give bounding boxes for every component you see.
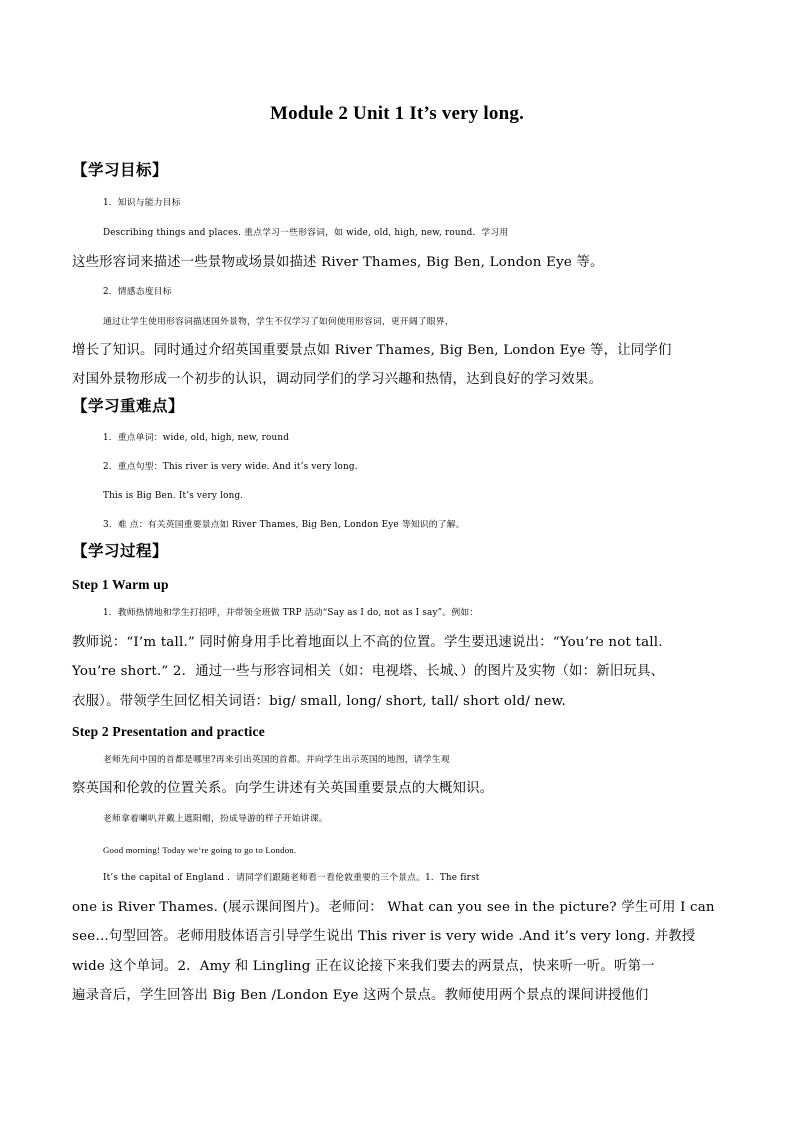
key-points-line: 1．重点单词：wide, old, high, new, round: [103, 433, 290, 443]
section-heading-process: 【学习过程】: [72, 541, 169, 560]
key-points-line: This is Big Ben. It’s very long.: [103, 491, 244, 501]
paragraph-line: 通过让学生使用形容词描述国外景物，学生不仅学习了如何使用形容词，更开阔了眼界，: [103, 317, 454, 327]
key-points-line: 2．重点句型：This river is very wide. And it’s very long.: [103, 462, 358, 472]
paragraph-line: 1．教师热情地和学生打招呼，并带领全班做 TRP 活动“Say as I do, not as I say”。例如：: [103, 608, 479, 618]
paragraph-line: 这些形容词来描述一些景物或场景如描述 River Thames, Big Ben, London Eye 等。: [72, 255, 604, 270]
paragraph-line: 衣服）。带领学生回忆相关词语：big/ small, long/ short, tall/ short old/ new.: [72, 694, 567, 709]
paragraph-line: 教师说：“I’m tall.” 同时俯身用手比着地面以上不高的位置。学生要迅速说出：“You’re not tall.: [72, 635, 663, 650]
paragraph-line: 老师先问中国的首都是哪里?再来引出英国的首都。并向学生出示英国的地图，请学生观: [103, 755, 450, 765]
key-points-line: 3．难 点：有关英国重要景点如 River Thames, Big Ben, London Eye 等知识的了解。: [103, 520, 465, 530]
step-1-title: Step 1 Warm up: [72, 577, 169, 592]
paragraph-line: see…句型回答。老师用肢体语言引导学生说出 This river is very wide .And it’s very long. 并教授: [72, 929, 696, 944]
paragraph-line: Describing things and places. 重点学习一些形容词，如 wide, old, high, new, round．学习用: [103, 228, 509, 238]
section-heading-objectives: 【学习目标】: [72, 160, 169, 179]
paragraph-line: wide 这个单词。2．Amy 和 Lingling 正在议论接下来我们要去的两景点，快来听一听。听第一: [72, 959, 655, 974]
paragraph-line: 察英国和伦敦的位置关系。向学生讲述有关英国重要景点的大概知识。: [72, 781, 494, 796]
step-2-title: Step 2 Presentation and practice: [72, 724, 265, 739]
objective-1-label: 1．知识与能力目标: [103, 198, 181, 208]
paragraph-line: one is River Thames. (展示课间图片)。老师问： What can you see in the picture? 学生可用 I can: [72, 900, 715, 915]
paragraph-line: 对国外景物形成一个初步的认识，调动同学们的学习兴趣和热情，达到良好的学习效果。: [72, 372, 603, 387]
objective-2-label: 2．情感态度目标: [103, 287, 172, 297]
paragraph-line: 老师拿着喇叭并戴上遮阳帽，扮成导游的样子开始讲课。: [103, 814, 328, 824]
paragraph-line: Good morning! Today we’re going to go to London.: [103, 845, 297, 855]
paragraph-line: It’s the capital of England ．请同学们跟随老师看一看伦敦重要的三个景点。1．The first: [103, 873, 480, 883]
section-heading-key-points: 【学习重难点】: [72, 396, 185, 415]
paragraph-line: You’re short.” 2．通过一些与形容词相关（如：电视塔、长城、）的图片及实物（如：新旧玩具、: [72, 664, 665, 679]
paragraph-line: 增长了知识。同时通过介绍英国重要景点如 River Thames, Big Ben, London Eye 等，让同学们: [72, 343, 672, 358]
page-title: Module 2 Unit 1 It’s very long.: [269, 103, 525, 124]
paragraph-line: 遍录音后，学生回答出 Big Ben /London Eye 这两个景点。教师使用两个景点的课间讲授他们: [72, 988, 649, 1003]
